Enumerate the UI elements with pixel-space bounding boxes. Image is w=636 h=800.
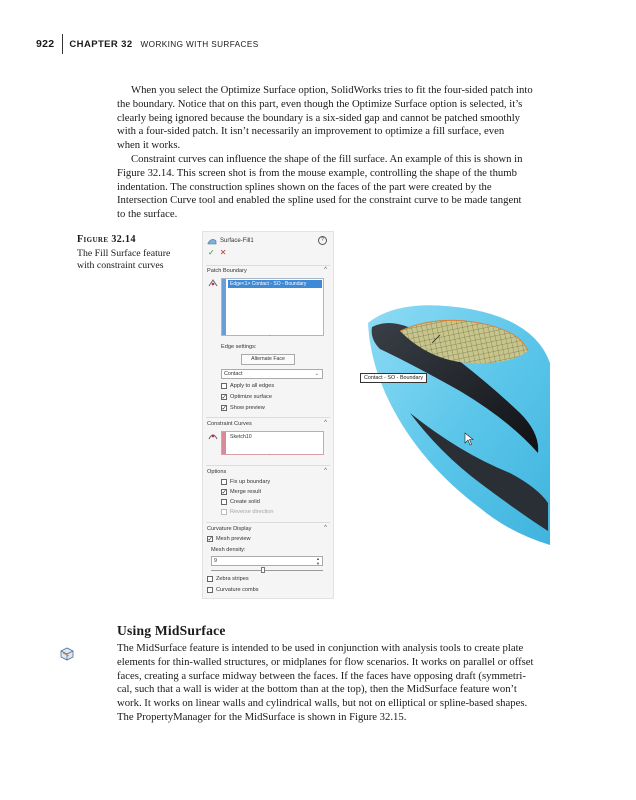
fix-boundary-option[interactable] xyxy=(221,479,270,485)
create-solid-checkbox[interactable] xyxy=(221,499,227,505)
mouse-model-render xyxy=(360,303,550,545)
apply-all-label: Apply to all edges xyxy=(230,383,275,389)
create-solid-label: Create solid xyxy=(230,499,260,505)
patch-boundary-list[interactable] xyxy=(221,278,324,336)
mesh-density-slider[interactable] xyxy=(211,570,323,571)
text-line: Intersection Curve tool and enabled the spline used for the constraint curve to be made tangent xyxy=(117,194,522,207)
paragraph-constraint xyxy=(117,153,579,222)
list-item-selected[interactable]: Edge<1> Contact - SO - Boundary xyxy=(228,280,322,288)
midsurface-paragraph xyxy=(117,642,579,725)
zebra-stripes-checkbox[interactable] xyxy=(207,576,213,582)
resize-handle-icon[interactable]: ◦ xyxy=(269,333,271,339)
cancel-button[interactable]: ✕ xyxy=(219,248,227,257)
list-item[interactable]: Sketch10 xyxy=(230,434,252,440)
reverse-direction-label: Reverse direction xyxy=(230,509,274,515)
section-curvature-display[interactable]: Curvature Display xyxy=(207,526,252,532)
text-line: Figure 32.14. This screen shot is from the mouse example, controlling the shape of the thumb xyxy=(117,166,517,179)
text-line: When you select the Optimize Surface option, SolidWorks tries to fit the four-sided patch into xyxy=(131,84,533,96)
separator xyxy=(206,265,330,266)
contact-select-value: Contact xyxy=(224,371,243,377)
figure-label: Figure 32.14 xyxy=(77,234,136,245)
property-manager-panel xyxy=(202,231,334,599)
figure-caption xyxy=(77,234,187,272)
text-line: with a four-sided patch. It isn’t necessarily an improvement to optimize a fill surface, even xyxy=(117,125,505,138)
chapter-title: WORKING WITH SURFACES xyxy=(140,39,259,49)
show-preview-checkbox[interactable] xyxy=(221,405,227,411)
text-line: to the surface. xyxy=(117,208,178,221)
text-line: indentation. The construction splines shown on the faces of the part were created by the xyxy=(117,180,492,193)
separator xyxy=(206,417,330,418)
midsurface-icon xyxy=(58,645,76,663)
reverse-direction-option[interactable] xyxy=(221,509,274,515)
section-constraint-curves[interactable]: Constraint Curves xyxy=(207,421,252,427)
body-paragraphs xyxy=(117,84,579,222)
text-line: cal, such that a wall is wider at the bottom than at the top), then the MidSurface feature won’t xyxy=(117,683,517,696)
mesh-density-label: Mesh density: xyxy=(211,547,246,553)
edge-callout: Contact - SO - Boundary xyxy=(360,373,427,383)
list-color-bar xyxy=(222,279,226,335)
text-line: the boundary. Notice that on this part, even though the Optimize Surface option is selected, it’s xyxy=(117,97,523,110)
optimize-option[interactable] xyxy=(221,394,272,400)
text-line: clearly being ignored because the boundary is a six-sided gap and cannot be patched smoothly xyxy=(117,111,521,124)
fix-boundary-checkbox[interactable] xyxy=(221,479,227,485)
mesh-density-value: 9 xyxy=(214,558,217,564)
collapse-caret-icon[interactable]: ^ xyxy=(324,468,327,474)
curvature-combs-option[interactable] xyxy=(207,587,259,593)
text-line: elements for thin-walled structures, or midplanes for flow scenarios. It works on parallel or offset xyxy=(117,655,534,668)
text-line: work. It works on linear walls and cylindrical walls, but not on elliptical or spline-based shapes. xyxy=(117,697,528,710)
merge-result-checkbox[interactable] xyxy=(221,489,227,495)
constraint-curves-list[interactable] xyxy=(221,431,324,455)
curvature-combs-label: Curvature combs xyxy=(216,587,259,593)
section-options[interactable]: Options xyxy=(207,469,227,475)
text-line: The PropertyManager for the MidSurface is shown in Figure 32.15. xyxy=(117,710,407,723)
pm-title-row xyxy=(207,236,254,245)
merge-result-label: Merge result xyxy=(230,489,262,495)
optimize-label: Optimize surface xyxy=(230,394,272,400)
dropdown-arrow-icon: ⌄ xyxy=(314,371,319,377)
merge-result-option[interactable] xyxy=(221,489,261,495)
curvature-combs-checkbox[interactable] xyxy=(207,587,213,593)
pm-title: Surface-Fill1 xyxy=(220,237,254,244)
collapse-caret-icon[interactable]: ^ xyxy=(324,267,327,273)
mesh-density-input[interactable] xyxy=(211,556,323,566)
create-solid-option[interactable] xyxy=(221,499,260,505)
section-heading: Using MidSurface xyxy=(117,623,226,638)
mesh-preview-checkbox[interactable] xyxy=(207,536,213,542)
edge-selection-icon xyxy=(208,278,218,288)
list-color-bar xyxy=(222,432,226,454)
apply-all-option[interactable] xyxy=(221,383,274,389)
paragraph-optimize xyxy=(117,84,579,153)
resize-handle-icon[interactable]: ◦ xyxy=(269,452,271,458)
separator xyxy=(206,522,330,523)
alternate-face-button[interactable]: Alternate Face xyxy=(241,354,295,365)
contact-select[interactable] xyxy=(221,369,323,379)
pm-action-row xyxy=(208,248,226,257)
optimize-checkbox[interactable] xyxy=(221,394,227,400)
header-divider xyxy=(62,34,63,54)
mesh-preview-label: Mesh preview xyxy=(216,536,251,542)
page-number: 922 xyxy=(36,38,55,50)
zebra-stripes-option[interactable] xyxy=(207,576,249,582)
text-line: The MidSurface feature is intended to be used in conjunction with analysis tools to create plate xyxy=(117,642,524,654)
help-icon[interactable]: ? xyxy=(318,236,327,245)
ok-button[interactable]: ✓ xyxy=(208,248,215,257)
reverse-direction-checkbox[interactable] xyxy=(221,509,227,515)
running-header xyxy=(36,36,259,52)
collapse-caret-icon[interactable]: ^ xyxy=(324,525,327,531)
mesh-preview-option[interactable] xyxy=(207,536,251,542)
slider-thumb[interactable] xyxy=(261,567,265,573)
spin-arrows-icon[interactable]: ▲ ▼ xyxy=(316,556,320,566)
fill-surface-icon xyxy=(207,236,217,245)
fix-boundary-label: Fix up boundary xyxy=(230,479,271,485)
curve-selection-icon xyxy=(208,431,218,441)
separator xyxy=(206,465,330,466)
text-line: Constraint curves can influence the shape of the fill surface. An example of this is shown in xyxy=(131,152,523,165)
show-preview-option[interactable] xyxy=(221,405,265,411)
text-line: faces, creating a surface midway between the faces. If the faces have opposing draft (symmetri- xyxy=(117,669,526,682)
text-line: when it works. xyxy=(117,139,181,152)
show-preview-label: Show preview xyxy=(230,405,265,411)
zebra-stripes-label: Zebra stripes xyxy=(216,576,249,582)
chapter-label: CHAPTER 32 xyxy=(69,38,133,50)
apply-all-checkbox[interactable] xyxy=(221,383,227,389)
collapse-caret-icon[interactable]: ^ xyxy=(324,420,327,426)
edge-settings-label: Edge settings: xyxy=(221,344,257,350)
figure-caption-text: The Fill Surface feature with constraint curves xyxy=(77,248,171,271)
section-patch-boundary[interactable]: Patch Boundary xyxy=(207,268,247,274)
